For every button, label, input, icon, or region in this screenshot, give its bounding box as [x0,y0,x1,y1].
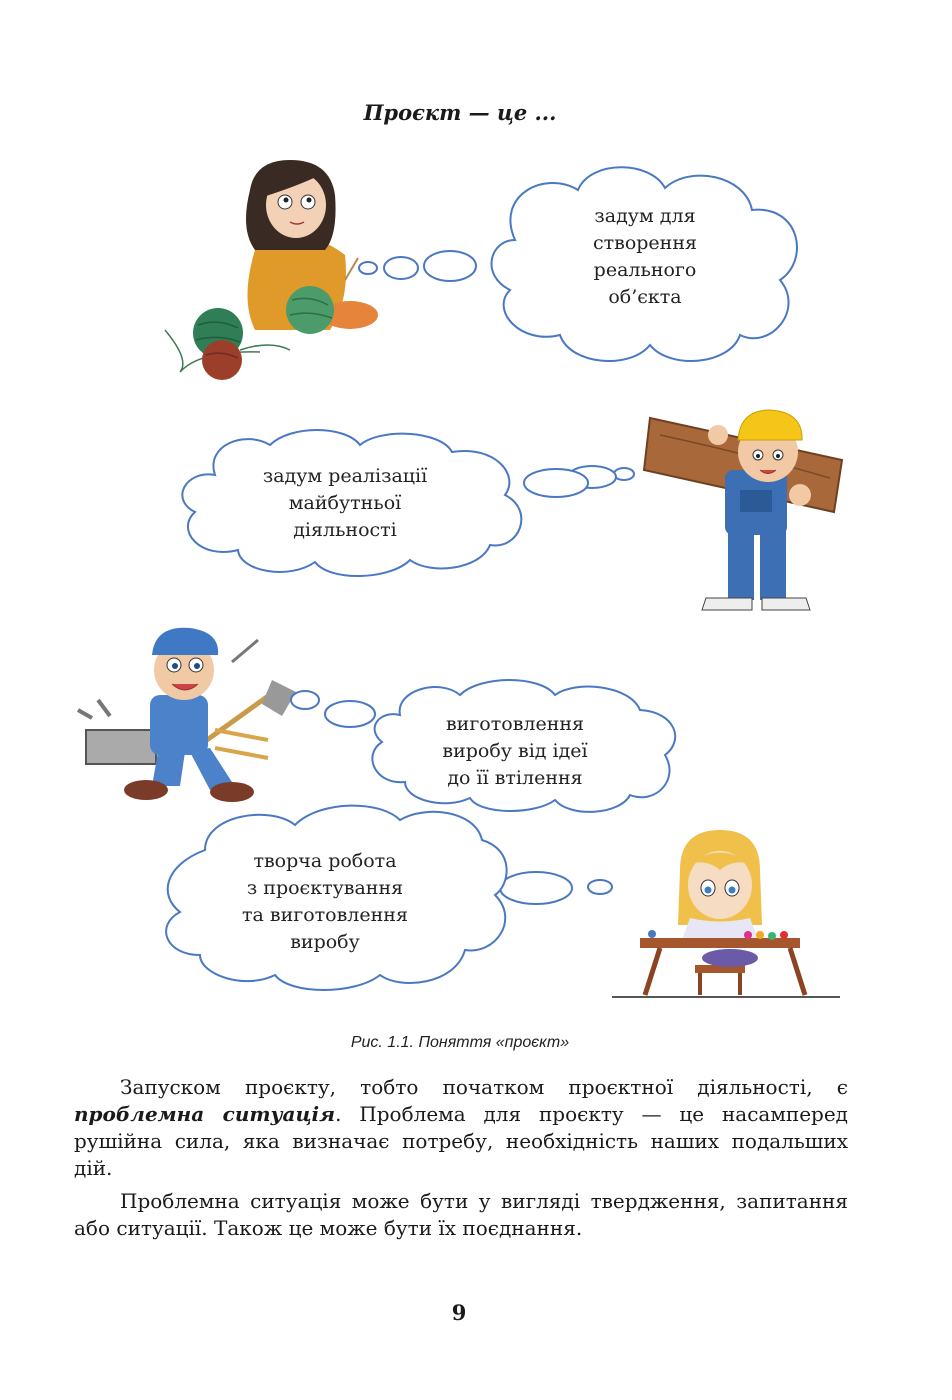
paragraph-1-part-2: . Проблема для проєкту — це насамперед рушійна сила, яка визначає потребу, необхідність наших подальших дій. [74,1102,848,1180]
cloud4-text [215,848,435,956]
cloud1-text [545,203,745,311]
cloud4-line: творча робота [253,850,397,872]
cloud2-bubble-small [614,468,634,480]
cloud3-bubble-small [291,691,319,709]
cloud2-line: майбутньої [288,492,402,514]
cloud4-bubble-large [500,872,572,904]
cloud1-line: об’єкта [608,286,682,308]
heading-rest: це ... [496,100,557,125]
cloud4-line: виробу [290,931,360,953]
heading-dash: — [461,100,497,125]
paragraph-2 [74,1188,848,1242]
cloud4-line: та виготовлення [242,904,408,926]
page-number: 9 [451,1300,467,1325]
paragraph-2-text: Проблемна ситуація може бути у вигляді твердження, запитання або ситуації. Також це може бути їх поєднання. [74,1189,848,1240]
cloud3-line: виробу від ідеї [442,740,588,762]
builder-boy-illustration [644,410,842,610]
figure-caption: Рис. 1.1. Поняття «проєкт» [350,1034,570,1051]
cloud3-bubble-large [325,701,375,727]
cloud2-line: задум реалізації [262,465,428,487]
cloud3-line: виготовлення [445,713,585,735]
paragraph-1-bold-term: проблемна ситуація [74,1102,336,1126]
cloud1-bubble-small [359,262,377,274]
girl-knitting-illustration [165,160,378,380]
cloud3-text [410,711,620,792]
worker-with-tools-illustration [78,628,296,802]
cloud4-bubble-small [588,880,612,894]
cloud1-line: реального [593,259,697,281]
heading-main: Проєкт [363,100,462,125]
paragraph-1-part-1: Запуском проєкту, тобто початком проєктної діяльності, є [120,1075,848,1099]
paragraph-1 [74,1074,848,1182]
cloud1-line: задум для [594,205,696,227]
cloud2-bubble-large [524,469,588,497]
girl-crafting-illustration [612,830,840,997]
cloud2-text [225,463,465,544]
cloud2-line: діяльності [293,519,397,541]
cloud1-bubble-large [424,251,476,281]
cloud1-line: створення [592,232,697,254]
cloud3-line: до її втілення [447,767,583,789]
cloud1-bubble-medium [384,257,418,279]
cloud4-line: з проєктування [246,877,404,899]
